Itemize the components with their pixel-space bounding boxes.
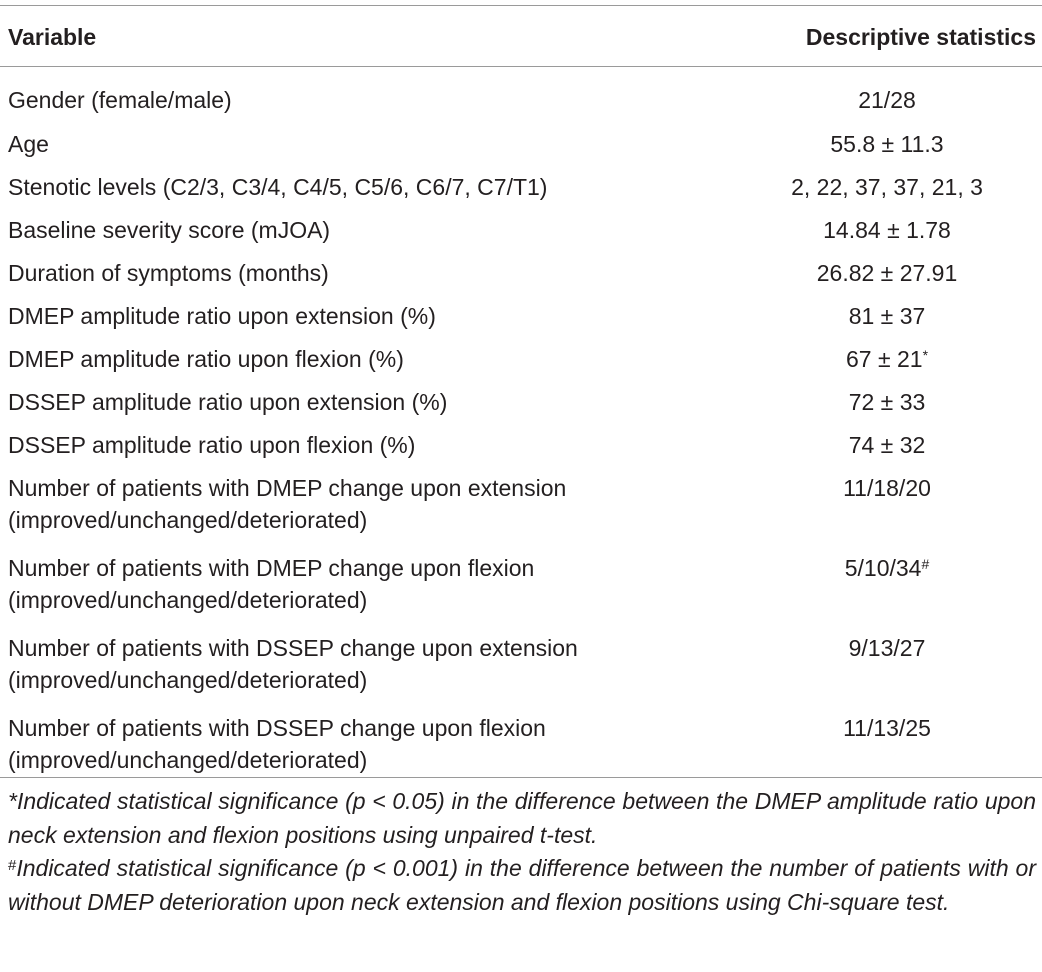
descriptive-statistics-column-header: Descriptive statistics: [805, 23, 1036, 50]
table-header-row: [8, 0, 1036, 70]
descriptive-statistics-table: [8, 0, 1036, 781]
table-row: [8, 160, 1036, 203]
table-row: [8, 289, 1036, 332]
row-value-text: 67 ± 21: [845, 346, 923, 372]
table-footnotes: [8, 785, 1036, 919]
significance-mark: *: [922, 347, 929, 363]
table-row: [8, 701, 1036, 781]
row-value: 14.84 ± 1.78: [823, 217, 951, 243]
row-value: [738, 541, 1036, 621]
footnote-text: Indicated statistical significance (p < 0.001) in the difference between the number of patients with or without DMEP deterioration upon neck extension and flexion positions using Chi-square test.: [8, 855, 1036, 915]
row-variable: Stenotic levels (C2/3, C3/4, C4/5, C5/6, C6/7, C7/T1): [8, 174, 548, 200]
row-variable: [8, 461, 738, 541]
row-variable: DMEP amplitude ratio upon extension (%): [8, 303, 436, 329]
table-row: [8, 418, 1036, 461]
table-row: [8, 117, 1036, 160]
row-variable-line2: (improved/unchanged/deteriorated): [8, 587, 368, 613]
row-value-text: 5/10/34: [844, 555, 922, 581]
table-row: [8, 461, 1036, 541]
footnote-significance-chisquare: [8, 852, 1036, 919]
row-variable: [8, 701, 738, 781]
table-row: [8, 70, 1036, 117]
row-variable-line1: Number of patients with DSSEP change upon extension: [8, 635, 578, 661]
row-variable-line2: (improved/unchanged/deteriorated): [8, 667, 368, 693]
row-value: 11/18/20: [843, 475, 931, 501]
row-value: 72 ± 33: [848, 389, 926, 415]
table-row: [8, 246, 1036, 289]
footnote-mark: #: [8, 857, 17, 874]
row-variable: Gender (female/male): [8, 87, 232, 113]
row-variable: DMEP amplitude ratio upon flexion (%): [8, 346, 404, 372]
row-variable: Baseline severity score (mJOA): [8, 217, 331, 243]
row-variable: Duration of symptoms (months): [8, 260, 329, 286]
row-value: 26.82 ± 27.91: [816, 260, 958, 286]
table-row: [8, 375, 1036, 418]
row-value: 21/28: [858, 87, 916, 113]
row-variable-line2: (improved/unchanged/deteriorated): [8, 507, 368, 533]
row-value: 81 ± 37: [848, 303, 926, 329]
row-value: 9/13/27: [848, 635, 926, 661]
row-variable-line1: Number of patients with DMEP change upon extension: [8, 475, 567, 501]
row-variable: DSSEP amplitude ratio upon extension (%): [8, 389, 448, 415]
row-value: 55.8 ± 11.3: [830, 131, 944, 157]
footnote-significance-ttest: *Indicated statistical significance (p < 0.05) in the difference between the DMEP amplitude ratio upon neck extension and flexion positions using unpaired t-test.: [8, 788, 1036, 848]
table-row: [8, 541, 1036, 621]
row-variable: [8, 541, 738, 621]
table-row: [8, 203, 1036, 246]
table-row: [8, 332, 1036, 375]
row-value: [738, 332, 1036, 375]
row-variable-line2: (improved/unchanged/deteriorated): [8, 747, 368, 773]
variable-column-header: Variable: [8, 23, 97, 50]
row-variable: Age: [8, 131, 49, 157]
table-row: [8, 621, 1036, 701]
row-value: 2, 22, 37, 37, 21, 3: [791, 174, 983, 200]
row-variable-line1: Number of patients with DSSEP change upon flexion: [8, 715, 546, 741]
significance-mark: #: [921, 556, 930, 572]
row-variable: DSSEP amplitude ratio upon flexion (%): [8, 432, 416, 458]
row-variable: [8, 621, 738, 701]
row-variable-line1: Number of patients with DMEP change upon flexion: [8, 555, 535, 581]
row-value: 74 ± 32: [848, 432, 926, 458]
row-value: 11/13/25: [843, 715, 931, 741]
